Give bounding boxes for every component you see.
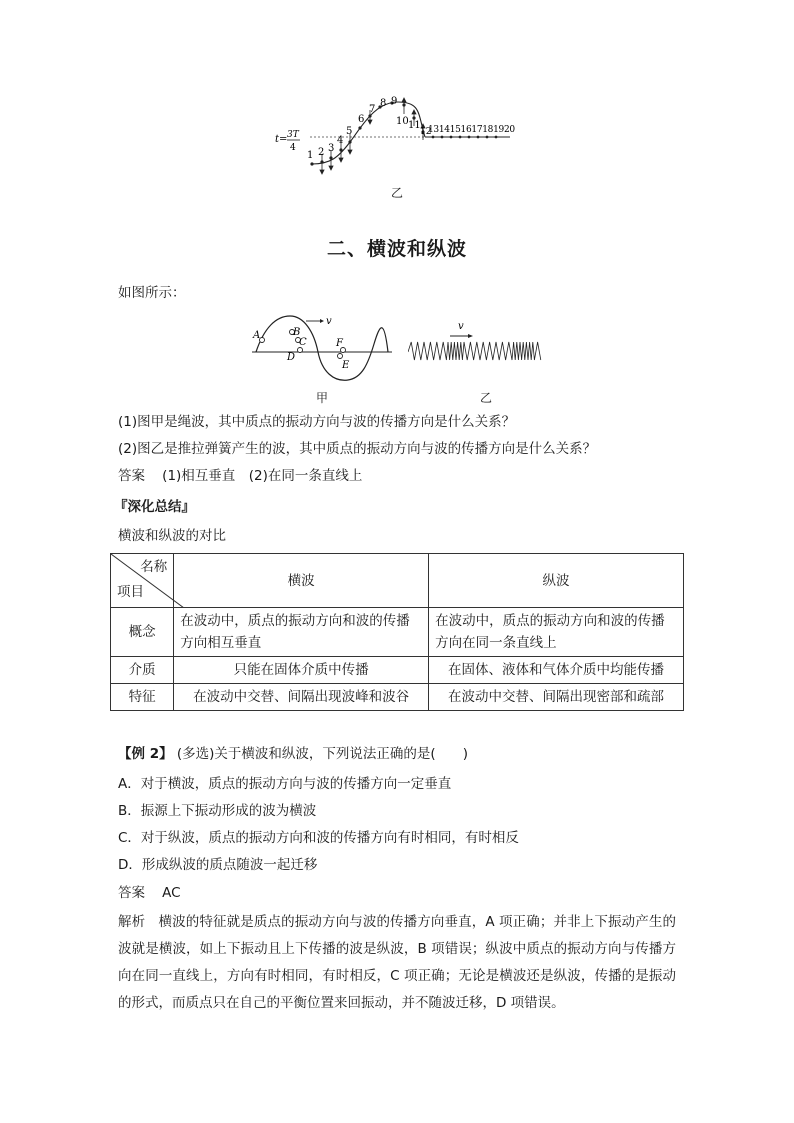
comparison-table: [110, 553, 684, 711]
point-label: 2: [318, 147, 325, 158]
rope-point-label: E: [342, 360, 350, 371]
table-header-transverse: 横波: [174, 554, 429, 608]
table-cell: 只能在固体介质中传播: [174, 657, 429, 684]
time-label: t=: [275, 134, 288, 145]
summary-subtitle: 横波和纵波的对比: [118, 528, 226, 544]
example-tag: 【例 2】: [118, 746, 173, 762]
example-stem: [118, 744, 468, 764]
spring-wave-diagram: [408, 318, 542, 368]
table-cell: 在波动中，质点的振动方向和波的传播方向在同一条直线上: [429, 608, 684, 657]
corner-top-label: 名称: [140, 559, 168, 575]
table-cell: 在波动中，质点的振动方向和波的传播方向相互垂直: [174, 608, 429, 657]
example-answer: [118, 883, 181, 903]
table-row-label: 概念: [111, 608, 174, 657]
answer-line: [118, 466, 362, 486]
point-label: 7: [369, 104, 376, 115]
table-cell: 在波动中交替、间隔出现波峰和波谷: [174, 684, 429, 711]
rope-figure-caption: 甲: [316, 391, 329, 405]
point-label: 12: [420, 127, 432, 137]
intro-text: 如图所示：: [118, 285, 186, 301]
example-answer-label: 答案: [118, 885, 145, 901]
rope-point-label: B: [293, 327, 301, 338]
point-label: 4: [337, 135, 344, 146]
point-label: 11: [408, 120, 421, 131]
spring-figure-caption: 乙: [480, 391, 493, 405]
figure-caption: 乙: [391, 186, 404, 200]
time-numerator: 3T: [287, 130, 299, 140]
rope-wave-diagram: [252, 312, 392, 384]
table-cell: 在波动中交替、间隔出现密部和疏部: [429, 684, 684, 711]
corner-bottom-label: 项目: [117, 584, 144, 600]
tail-point-labels: 1314151617181920: [428, 125, 515, 135]
answer-text: (1)相互垂直 (2)在同一条直线上: [162, 468, 363, 484]
table-cell: 在固体、液体和气体介质中均能传播: [429, 657, 684, 684]
analysis-text: 横波的特征就是质点的振动方向与波的传播方向垂直，A 项正确；并非上下振动产生的波就是横波，如上下振动且上下传播的波是纵波，B 项错误；纵波中质点的振动方向与传播方向在同一直线上，方向有时相同，有时相反，C 项正确；无论是横波还是纵波，传播的是振动的形式，而质点只在自己的平衡位置来回振动，并不随波迁移，D 项错误。: [118, 914, 677, 1011]
option-b: B．振源上下振动形成的波为横波: [118, 803, 317, 819]
table-row-label: 介质: [111, 657, 174, 684]
answer-label: 答案: [118, 468, 145, 484]
analysis-label: 解析: [118, 914, 146, 930]
point-label: 6: [358, 114, 365, 125]
table-row-label: 特征: [111, 684, 174, 711]
summary-heading: 『深化总结』: [114, 499, 195, 515]
time-denominator: 4: [290, 143, 296, 153]
rope-point-label: A: [253, 330, 261, 341]
section-title: 二、横波和纵波: [326, 238, 467, 260]
figure-spring-wave: [408, 318, 542, 368]
point-label: 9: [391, 96, 398, 107]
option-c: C．对于纵波，质点的振动方向和波的传播方向有时相同，有时相反: [118, 830, 519, 846]
table-corner-cell: [111, 554, 174, 608]
table-header-longitudinal: 纵波: [429, 554, 684, 608]
velocity-label: v: [326, 316, 332, 327]
figure-rope-wave: [252, 312, 392, 384]
option-d: D．形成纵波的质点随波一起迁移: [118, 857, 318, 873]
example-question: (多选)关于横波和纵波，下列说法正确的是( ): [176, 746, 468, 762]
point-label: 10: [396, 116, 409, 127]
question-2: (2)图乙是推拉弹簧产生的波，其中质点的振动方向与波的传播方向是什么关系？: [118, 441, 597, 457]
option-a: A．对于横波，质点的振动方向与波的传播方向一定垂直: [118, 776, 452, 792]
rope-point-label: F: [336, 338, 343, 349]
spring-velocity-label: v: [458, 321, 464, 332]
rope-point-label: C: [299, 337, 307, 348]
question-1: (1)图甲是绳波，其中质点的振动方向与波的传播方向是什么关系？: [118, 414, 516, 430]
rope-point-label: D: [287, 352, 296, 363]
point-label: 1: [307, 150, 314, 161]
example-answer-value: AC: [162, 885, 181, 901]
point-label: 5: [346, 126, 353, 137]
point-label: 3: [328, 143, 335, 154]
example-analysis: [118, 909, 676, 1017]
point-label: 8: [380, 98, 387, 109]
